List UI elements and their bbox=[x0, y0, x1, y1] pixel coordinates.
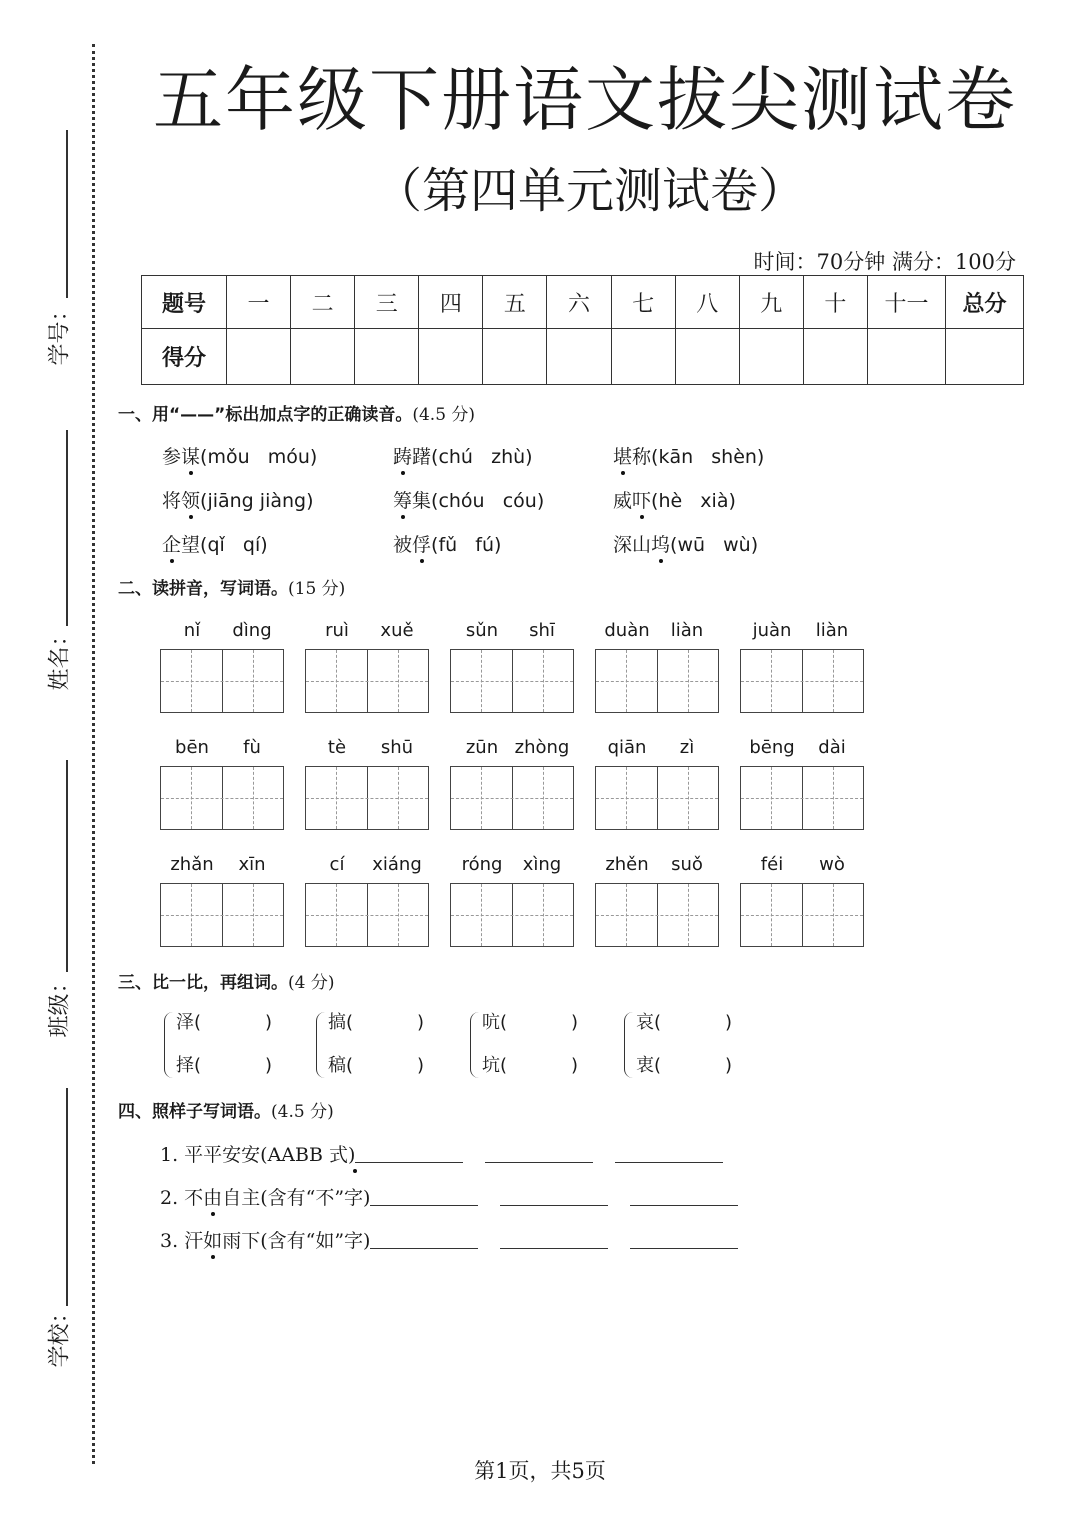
score-table-col: 二 bbox=[291, 276, 355, 329]
q2-grid-guide bbox=[191, 650, 192, 712]
q2-pinyin-syllable: zūn bbox=[465, 737, 499, 758]
q2-grid-guide bbox=[833, 650, 834, 712]
q2-pinyin bbox=[305, 737, 429, 758]
q4-line-text: 1. 平平安安(AABB 式) bbox=[160, 1144, 356, 1166]
q4-answer-underline[interactable] bbox=[615, 1146, 723, 1163]
q4-answer-underline[interactable] bbox=[500, 1232, 608, 1249]
q2-grid-guide bbox=[161, 681, 283, 682]
q2-pinyin-syllable: suǒ bbox=[671, 854, 703, 875]
q1-item bbox=[613, 530, 758, 557]
q2-writing-box[interactable] bbox=[450, 883, 574, 947]
q1-item-text: 集 bbox=[412, 490, 432, 512]
q2-pinyin-syllable: dài bbox=[818, 737, 846, 758]
q2-pinyin bbox=[160, 854, 284, 875]
q4-line bbox=[160, 1140, 745, 1167]
score-cell[interactable] bbox=[739, 329, 803, 385]
q3-brace bbox=[164, 1012, 173, 1078]
q2-pinyin-syllable: xiáng bbox=[372, 854, 422, 875]
q1-item-text: 将 bbox=[162, 490, 182, 512]
time-score-info: 时间：70分钟 满分：100分 bbox=[753, 250, 1016, 274]
q4-answer-underline[interactable] bbox=[485, 1146, 593, 1163]
q1-item-dotted-char: 筹 bbox=[393, 490, 413, 512]
q3-close-paren: ) bbox=[571, 1055, 579, 1076]
q2-grid-guide bbox=[688, 650, 689, 712]
score-table-col: 九 bbox=[739, 276, 803, 329]
q4-line-dotted-char: 由 bbox=[203, 1187, 223, 1209]
score-table-col: 四 bbox=[419, 276, 483, 329]
score-cell[interactable] bbox=[547, 329, 611, 385]
q2-pinyin bbox=[595, 737, 719, 758]
q2-pinyin-syllable: fù bbox=[243, 737, 261, 758]
q2-grid-guide bbox=[688, 767, 689, 829]
q3-character: 择( bbox=[176, 1055, 202, 1076]
q2-pinyin bbox=[305, 854, 429, 875]
q2-pinyin bbox=[305, 620, 429, 641]
school-line bbox=[66, 1088, 68, 1306]
q3-character: 吭( bbox=[482, 1012, 508, 1033]
q2-grid-guide bbox=[596, 681, 718, 682]
q1-heading: 一、用“——”标出加点字的正确读音。(4.5 分) bbox=[118, 405, 476, 425]
page-title: 五年级下册语文拔尖测试卷 bbox=[153, 59, 1017, 141]
q4-line-dotted-char: 如 bbox=[203, 1230, 223, 1252]
q1-item-dotted-char: 俘 bbox=[412, 534, 432, 556]
q1-item-reading: (fǔ fú) bbox=[431, 534, 502, 556]
q2-grid-guide bbox=[596, 915, 718, 916]
score-table-col-total: 总分 bbox=[946, 276, 1024, 329]
q3-close-paren: ) bbox=[265, 1055, 273, 1076]
q3-character: 搞( bbox=[328, 1012, 354, 1033]
q4-answer-underline[interactable] bbox=[500, 1189, 608, 1206]
name-line bbox=[66, 430, 68, 626]
q1-item-dotted-char: 领 bbox=[181, 490, 201, 512]
q4-line-text: 3. 汗 bbox=[160, 1230, 204, 1252]
score-table-col: 十 bbox=[803, 276, 867, 329]
q1-item bbox=[162, 486, 314, 513]
q4-answer-underline[interactable] bbox=[370, 1189, 478, 1206]
q2-pinyin-syllable: duàn bbox=[604, 620, 650, 641]
q2-writing-box[interactable] bbox=[595, 883, 719, 947]
q2-pinyin-syllable: bēng bbox=[749, 737, 795, 758]
q2-grid-guide bbox=[306, 798, 428, 799]
score-cell[interactable] bbox=[483, 329, 547, 385]
q2-grid-guide bbox=[771, 650, 772, 712]
q2-grid-guide bbox=[481, 884, 482, 946]
q1-item-reading: (hè xià) bbox=[651, 490, 736, 512]
q2-pinyin-syllable: sǔn bbox=[465, 620, 499, 641]
q2-pinyin-syllable: juàn bbox=[752, 620, 792, 641]
q2-grid-guide bbox=[771, 884, 772, 946]
class-line bbox=[66, 760, 68, 972]
q2-writing-box[interactable] bbox=[160, 766, 284, 830]
q1-item-reading: (chóu cóu) bbox=[431, 490, 545, 512]
q2-grid-guide bbox=[398, 884, 399, 946]
q2-grid-guide bbox=[626, 650, 627, 712]
q1-item bbox=[162, 530, 268, 557]
class-label: 班级： bbox=[47, 971, 73, 1038]
q4-line-text: 2. 不 bbox=[160, 1187, 204, 1209]
q1-item bbox=[162, 442, 317, 469]
q2-grid-guide bbox=[398, 650, 399, 712]
q4-heading: 四、照样子写词语。(4.5 分) bbox=[118, 1102, 334, 1122]
q2-pinyin bbox=[595, 620, 719, 641]
page-number: 第1页，共5页 bbox=[474, 1459, 606, 1483]
q2-pinyin-syllable: nǐ bbox=[183, 620, 201, 641]
q2-pinyin-syllable: xuě bbox=[380, 620, 414, 641]
q2-grid-guide bbox=[451, 681, 573, 682]
q1-item bbox=[613, 442, 764, 469]
q2-grid-guide bbox=[771, 767, 772, 829]
q1-item-text: 威 bbox=[613, 490, 633, 512]
q3-close-paren: ) bbox=[417, 1055, 425, 1076]
q2-grid-guide bbox=[626, 767, 627, 829]
q3-pair-line bbox=[482, 1051, 578, 1077]
score-table-col: 六 bbox=[547, 276, 611, 329]
q2-pinyin-syllable: shū bbox=[380, 737, 414, 758]
q2-pinyin-syllable: shī bbox=[529, 620, 555, 641]
q1-item-text: 被 bbox=[393, 534, 413, 556]
q4-answer-underline[interactable] bbox=[370, 1232, 478, 1249]
q2-writing-box[interactable] bbox=[740, 649, 864, 713]
q1-item-dotted-char: 吓 bbox=[632, 490, 652, 512]
name-label: 姓名： bbox=[47, 624, 73, 691]
score-table-col: 十一 bbox=[868, 276, 946, 329]
q3-brace bbox=[624, 1012, 633, 1078]
q2-pinyin-syllable: ruì bbox=[325, 620, 349, 641]
q2-writing-box[interactable] bbox=[740, 766, 864, 830]
q2-grid-guide bbox=[336, 884, 337, 946]
q1-item-dotted-char: 谋 bbox=[181, 446, 201, 468]
q1-item-text: 称 bbox=[632, 446, 652, 468]
q2-pinyin-syllable: xīn bbox=[238, 854, 266, 875]
q2-pinyin-syllable: zhǎn bbox=[170, 854, 214, 875]
q2-pinyin bbox=[450, 854, 574, 875]
q2-pinyin-syllable: bēn bbox=[175, 737, 209, 758]
q2-pinyin bbox=[740, 854, 864, 875]
score-table bbox=[141, 275, 1024, 385]
q2-pinyin bbox=[595, 854, 719, 875]
q2-writing-box[interactable] bbox=[160, 883, 284, 947]
q2-writing-box[interactable] bbox=[305, 883, 429, 947]
q3-pair-line bbox=[328, 1008, 424, 1034]
q2-grid-guide bbox=[451, 798, 573, 799]
score-cell[interactable] bbox=[291, 329, 355, 385]
q3-close-paren: ) bbox=[265, 1012, 273, 1033]
score-cell[interactable] bbox=[355, 329, 419, 385]
q2-grid-guide bbox=[336, 650, 337, 712]
q4-line bbox=[160, 1183, 760, 1210]
q2-grid-guide bbox=[336, 767, 337, 829]
q2-grid-guide bbox=[543, 767, 544, 829]
student-no-label: 学号： bbox=[47, 299, 73, 366]
q2-writing-box[interactable] bbox=[450, 649, 574, 713]
q1-item-dotted-char: 踌 bbox=[393, 446, 413, 468]
q2-grid-guide bbox=[688, 884, 689, 946]
q3-pair-line bbox=[636, 1008, 732, 1034]
q2-grid-guide bbox=[481, 767, 482, 829]
q2-grid-guide bbox=[833, 884, 834, 946]
q2-pinyin-syllable: xìng bbox=[522, 854, 562, 875]
q2-grid-guide bbox=[481, 650, 482, 712]
q3-pair-line bbox=[636, 1051, 732, 1077]
q2-pinyin-syllable: qiān bbox=[607, 737, 647, 758]
q2-grid-guide bbox=[741, 915, 863, 916]
score-table-row2-label: 得分 bbox=[142, 329, 227, 385]
q2-pinyin bbox=[740, 737, 864, 758]
q1-item-dotted-char: 企 bbox=[162, 534, 182, 556]
q1-item-text: 躇 bbox=[412, 446, 432, 468]
q2-writing-box[interactable] bbox=[595, 766, 719, 830]
q2-pinyin bbox=[160, 620, 284, 641]
q2-grid-guide bbox=[596, 798, 718, 799]
q1-item-reading: (chú zhù) bbox=[431, 446, 533, 468]
q2-pinyin bbox=[450, 620, 574, 641]
student-no-line bbox=[66, 130, 68, 298]
q2-grid-guide bbox=[543, 650, 544, 712]
q3-pair-line bbox=[176, 1051, 272, 1077]
q2-grid-guide bbox=[191, 884, 192, 946]
q3-brace bbox=[316, 1012, 325, 1078]
q1-item bbox=[393, 442, 533, 469]
q3-close-paren: ) bbox=[725, 1012, 733, 1033]
q2-pinyin-syllable: róng bbox=[461, 854, 503, 875]
q1-item-reading: (kān shèn) bbox=[651, 446, 765, 468]
q2-grid-guide bbox=[626, 884, 627, 946]
q2-pinyin-syllable: cí bbox=[329, 854, 345, 875]
binding-dashed-line bbox=[92, 44, 95, 1464]
q4-line-text: 自主(含有“不”字) bbox=[222, 1187, 371, 1209]
q3-character: 衷( bbox=[636, 1055, 662, 1076]
q4-line-text: 雨下(含有“如”字) bbox=[222, 1230, 371, 1252]
q1-item bbox=[393, 530, 501, 557]
q1-item-text: 深山 bbox=[613, 534, 652, 556]
q2-grid-guide bbox=[306, 915, 428, 916]
score-table-col: 七 bbox=[611, 276, 675, 329]
page-subtitle: （第四单元测试卷） bbox=[373, 163, 806, 219]
q1-item-text: 望 bbox=[181, 534, 201, 556]
score-cell[interactable] bbox=[611, 329, 675, 385]
q3-close-paren: ) bbox=[571, 1012, 579, 1033]
q3-character: 泽( bbox=[176, 1012, 202, 1033]
q1-item-dotted-char: 堪 bbox=[613, 446, 633, 468]
q2-pinyin-syllable: wò bbox=[819, 854, 845, 875]
q2-grid-guide bbox=[253, 650, 254, 712]
score-cell[interactable] bbox=[419, 329, 483, 385]
q2-grid-guide bbox=[398, 767, 399, 829]
q4-line bbox=[160, 1226, 760, 1253]
q2-grid-guide bbox=[741, 681, 863, 682]
q3-brace bbox=[470, 1012, 479, 1078]
score-table-col: 八 bbox=[675, 276, 739, 329]
q2-pinyin-syllable: zhěn bbox=[605, 854, 649, 875]
q2-grid-guide bbox=[306, 681, 428, 682]
q2-grid-guide bbox=[833, 767, 834, 829]
q1-item-reading: (jiāng jiàng) bbox=[200, 490, 314, 512]
q2-pinyin-syllable: zì bbox=[679, 737, 695, 758]
q3-character: 哀( bbox=[636, 1012, 662, 1033]
q2-writing-box[interactable] bbox=[740, 883, 864, 947]
q2-pinyin-syllable: féi bbox=[760, 854, 784, 875]
q2-grid-guide bbox=[253, 767, 254, 829]
q1-item-reading: (mǒu móu) bbox=[200, 446, 318, 468]
q2-heading: 二、读拼音，写词语。(15 分) bbox=[118, 579, 346, 599]
q3-close-paren: ) bbox=[417, 1012, 425, 1033]
q2-writing-box[interactable] bbox=[305, 649, 429, 713]
q2-writing-box[interactable] bbox=[595, 649, 719, 713]
q2-pinyin bbox=[450, 737, 574, 758]
q3-close-paren: ) bbox=[725, 1055, 733, 1076]
q3-character: 坑( bbox=[482, 1055, 508, 1076]
q2-pinyin-syllable: zhòng bbox=[514, 737, 570, 758]
q3-character: 稿( bbox=[328, 1055, 354, 1076]
q4-answer-underline[interactable] bbox=[630, 1189, 738, 1206]
q1-item bbox=[393, 486, 544, 513]
q3-pair-line bbox=[176, 1008, 272, 1034]
score-table-col: 三 bbox=[355, 276, 419, 329]
q3-heading: 三、比一比，再组词。(4 分) bbox=[118, 973, 335, 993]
q2-grid-guide bbox=[543, 884, 544, 946]
q3-pair-line bbox=[482, 1008, 578, 1034]
q2-writing-box[interactable] bbox=[305, 766, 429, 830]
q2-pinyin-syllable: liàn bbox=[815, 620, 849, 641]
q2-grid-guide bbox=[191, 767, 192, 829]
q1-item bbox=[613, 486, 736, 513]
score-cell[interactable] bbox=[946, 329, 1024, 385]
q2-pinyin-syllable: dìng bbox=[232, 620, 272, 641]
q3-pair-line bbox=[328, 1051, 424, 1077]
q2-writing-box[interactable] bbox=[450, 766, 574, 830]
q2-pinyin-syllable: liàn bbox=[670, 620, 704, 641]
score-cell[interactable] bbox=[227, 329, 291, 385]
q1-item-reading: (wū wù) bbox=[670, 534, 759, 556]
score-table-col: 一 bbox=[227, 276, 291, 329]
q4-answer-underline[interactable] bbox=[630, 1232, 738, 1249]
q2-grid-guide bbox=[741, 798, 863, 799]
q1-item-dotted-char: 坞 bbox=[651, 534, 671, 556]
q1-item-reading: (qǐ qí) bbox=[200, 534, 268, 556]
q2-pinyin-syllable: tè bbox=[327, 737, 347, 758]
q4-answer-underline[interactable] bbox=[355, 1146, 463, 1163]
q2-pinyin bbox=[740, 620, 864, 641]
school-label: 学校： bbox=[47, 1301, 73, 1368]
score-cell[interactable] bbox=[675, 329, 739, 385]
q2-writing-box[interactable] bbox=[160, 649, 284, 713]
score-cell[interactable] bbox=[868, 329, 946, 385]
q2-grid-guide bbox=[161, 915, 283, 916]
q1-item-text: 参 bbox=[162, 446, 182, 468]
q2-pinyin bbox=[160, 737, 284, 758]
score-table-row1-label: 题号 bbox=[142, 276, 227, 329]
q2-grid-guide bbox=[253, 884, 254, 946]
score-cell[interactable] bbox=[803, 329, 867, 385]
q2-grid-guide bbox=[451, 915, 573, 916]
score-table-col: 五 bbox=[483, 276, 547, 329]
q2-grid-guide bbox=[161, 798, 283, 799]
